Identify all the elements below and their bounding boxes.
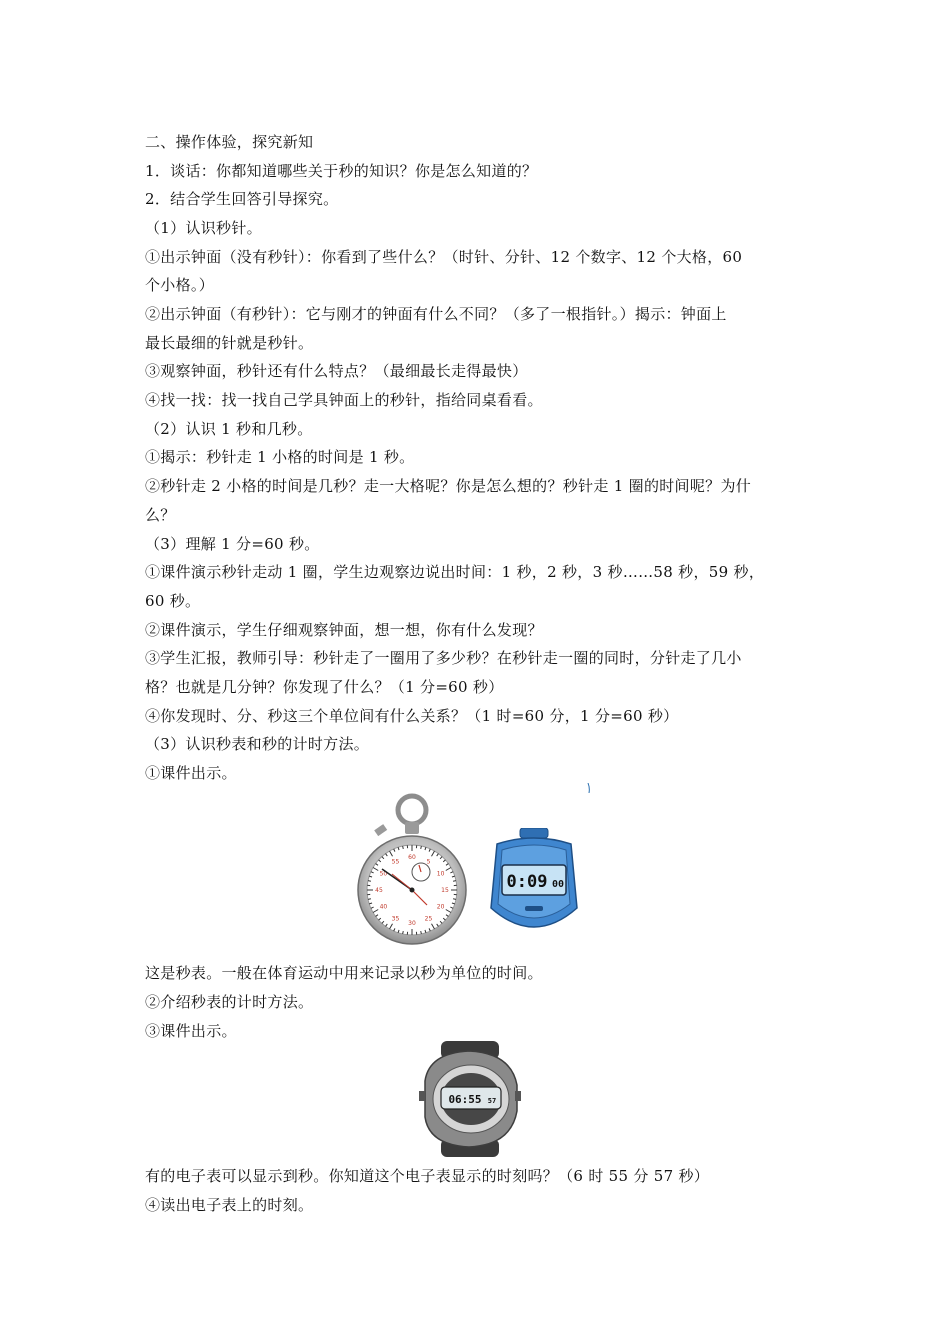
watch-display-main: 06:55 [448,1093,482,1106]
text-line: ①课件出示。 [145,764,237,782]
text-line: ③学生汇报，教师引导：秒针走了一圈用了多少秒？在秒针走一圈的同时，分针走了几小 [145,649,742,667]
text-line: ①课件演示秒针走动 1 圈，学生边观察边说出时间：1 秒，2 秒，3 秒……58 秒，59 秒， [145,563,765,581]
digital-watch-image [419,1041,521,1157]
stray-mark [587,783,591,793]
text-line: （1）认识秒针。 [145,219,262,237]
dial-tick [421,931,422,934]
watch-display-small: 57 [487,1097,497,1105]
dial-tick [368,881,371,882]
text-line: （3）理解 1 分=60 秒。 [145,535,320,553]
text-line: 这是秒表。一般在体育运动中用来记录以秒为单位的时间。 [145,964,543,982]
dial-number: 25 [424,915,433,923]
text-line: ④找一找：找一找自己学具钟面上的秒针，指给同桌看看。 [145,391,543,409]
analog-stopwatch-image [357,792,467,952]
dial-tick [421,846,422,849]
text-line: ①揭示：秒针走 1 小格的时间是 1 秒。 [145,448,415,466]
text-line: ①出示钟面（没有秒针）：你看到了些什么？（时针、分针、12 个数字、12 个大格，60 [145,248,743,266]
text-line: （2）认识 1 秒和几秒。 [145,420,313,438]
dial-tick [368,899,371,900]
dial-tick [453,881,456,882]
dial-number: 10 [436,870,445,878]
dial-number: 45 [375,887,383,894]
text-line: ④读出电子表上的时刻。 [145,1196,314,1214]
stopwatch-display-small: 00 [551,879,565,890]
dial-tick [403,846,404,849]
text-line: ②秒针走 2 小格的时间是几秒？走一大格呢？你是怎么想的？秒针走 1 圈的时间呢？为什 [145,477,752,495]
dial-number: 5 [426,858,431,866]
text-line: ②出示钟面（有秒针）：它与刚才的钟面有什么不同？（多了一根指针。）揭示：钟面上 [145,305,727,323]
dial-number: 15 [441,887,449,894]
text-line: 60 秒。 [145,592,201,610]
text-line: （3）认识秒表和秒的计时方法。 [145,735,370,753]
text-line: ④你发现时、分、秒这三个单位间有什么关系？（1 时=60 分，1 分=60 秒） [145,707,679,725]
text-line: ③课件出示。 [145,1022,237,1040]
digital-stopwatch-image [487,828,581,944]
dial-tick [453,899,456,900]
text-line: 1．谈话：你都知道哪些关于秒的知识？你是怎么知道的？ [145,162,538,180]
dial-number: 20 [436,903,445,911]
dial-number: 35 [391,915,400,923]
dial-number: 55 [391,858,400,866]
dial-tick [403,931,404,934]
stopwatch-display-main: 0:09 [506,872,548,892]
text-line: ②介绍秒表的计时方法。 [145,993,314,1011]
dial-number: 50 [379,870,388,878]
text-line: 2．结合学生回答引导探究。 [145,190,339,208]
text-line: 个小格。） [145,276,215,294]
text-line: ②课件演示，学生仔细观察钟面，想一想，你有什么发现？ [145,621,543,639]
text-line: 格？也就是几分钟？你发现了什么？（1 分=60 秒） [145,678,504,696]
dial-number: 30 [408,920,416,927]
dial-number: 60 [408,854,416,861]
dial-number: 40 [379,903,388,911]
text-line: 有的电子表可以显示到秒。你知道这个电子表显示的时刻吗？（6 时 55 分 57 秒） [145,1167,710,1185]
section-heading: 二、操作体验，探究新知 [145,133,314,151]
text-line: ③观察钟面，秒针还有什么特点？（最细最长走得最快） [145,362,528,380]
text-line: 最长最细的针就是秒针。 [145,334,314,352]
text-line: 么？ [145,506,176,524]
